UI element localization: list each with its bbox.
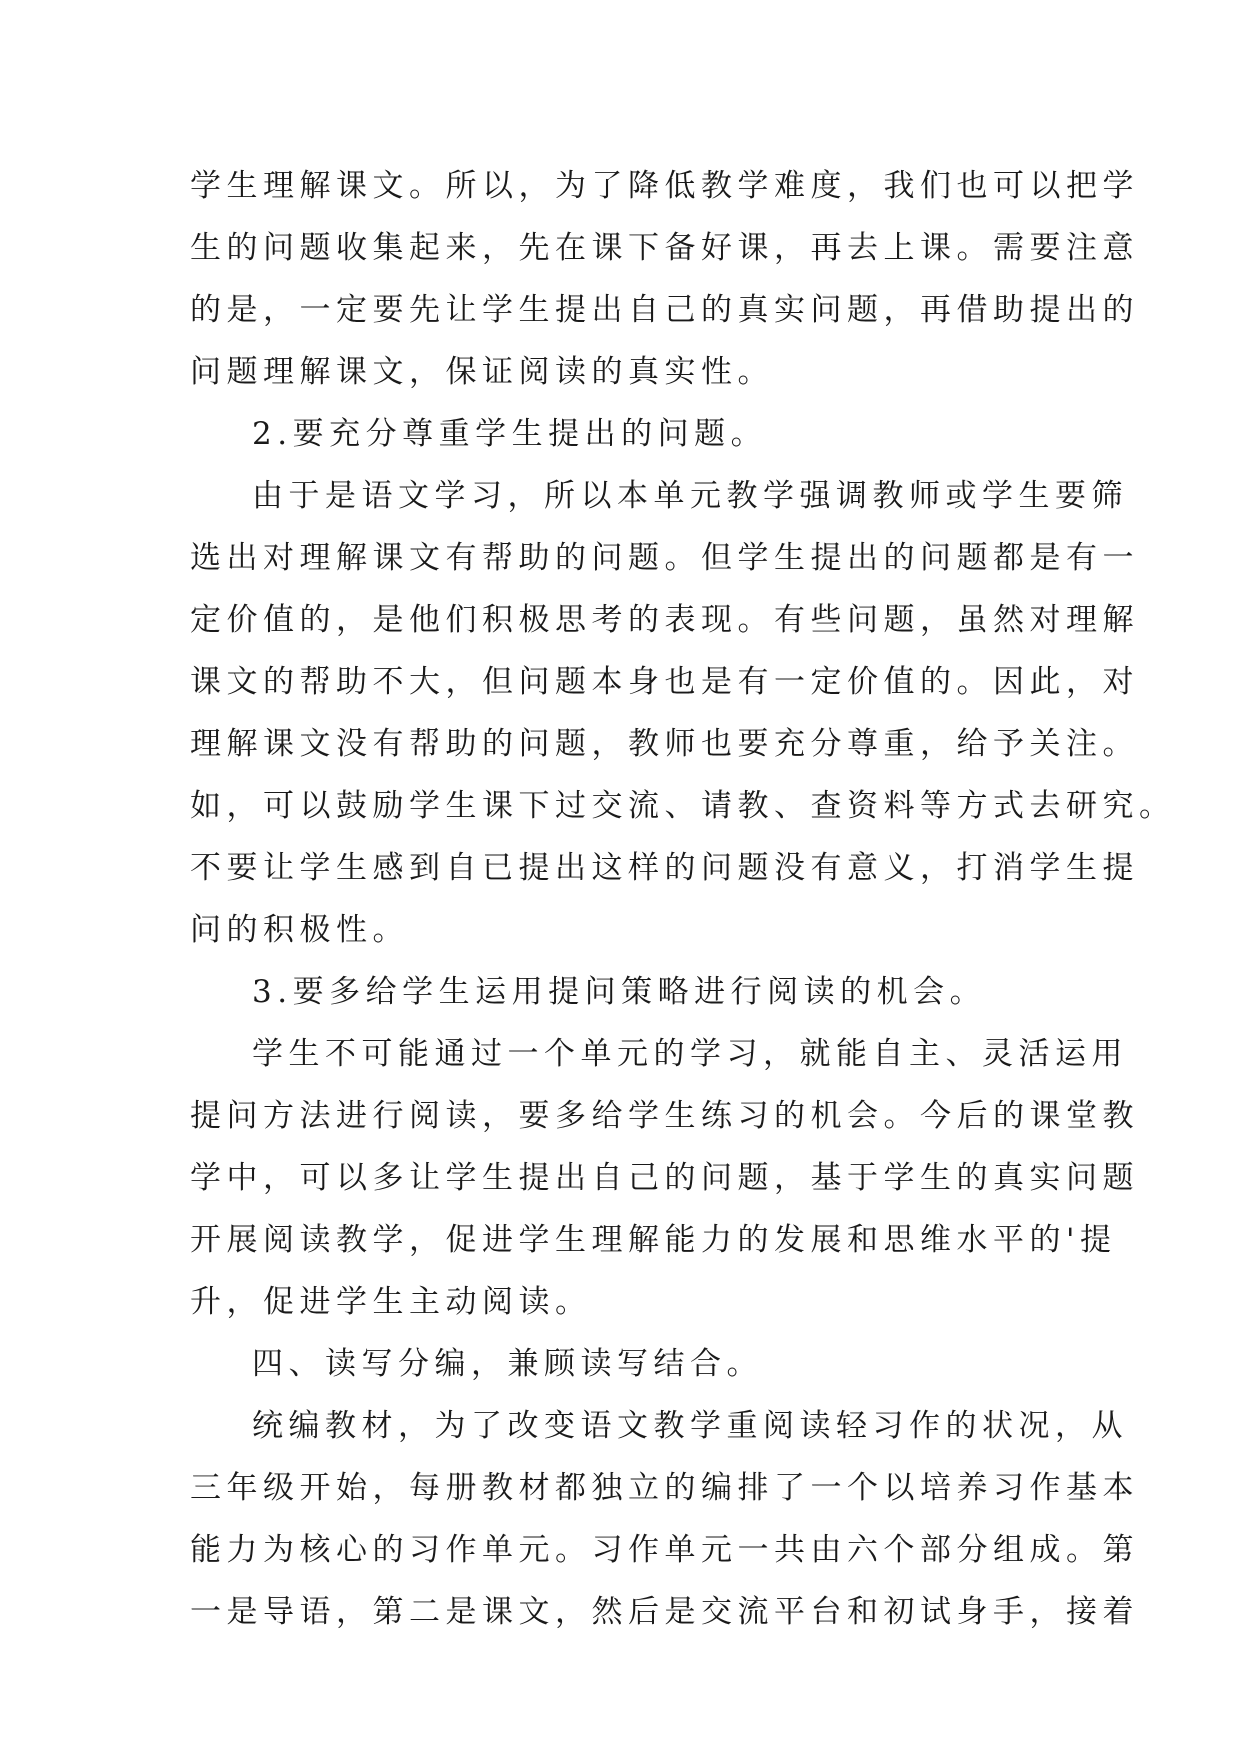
text-line: 理解课文没有帮助的问题，教师也要充分尊重，给予关注。 xyxy=(190,726,1139,762)
text-line: 生的问题收集起来，先在课下备好课，再去上课。需要注意 xyxy=(190,230,1139,266)
text-line: 提问方法进行阅读，要多给学生练习的机会。今后的课堂教 xyxy=(190,1098,1139,1134)
section-heading: 3.要多给学生运用提问策略进行阅读的机会。 xyxy=(252,974,987,1010)
section-heading: 2.要充分尊重学生提出的问题。 xyxy=(252,416,768,452)
text-line: 学生理解课文。所以，为了降低教学难度，我们也可以把学 xyxy=(190,168,1139,204)
text-line: 升，促进学生主动阅读。 xyxy=(190,1284,592,1320)
text-line: 课文的帮助不大，但问题本身也是有一定价值的。因此，对 xyxy=(190,664,1139,700)
text-line: 问题理解课文，保证阅读的真实性。 xyxy=(190,354,774,390)
text-line: 三年级开始，每册教材都独立的编排了一个以培养习作基本 xyxy=(190,1470,1139,1506)
text-line: 选出对理解课文有帮助的问题。但学生提出的问题都是有一 xyxy=(190,540,1139,576)
text-line: 一是导语，第二是课文，然后是交流平台和初试身手，接着 xyxy=(190,1594,1139,1630)
section-heading: 四、读写分编，兼顾读写结合。 xyxy=(252,1346,763,1382)
text-line: 不要让学生感到自已提出这样的问题没有意义，打消学生提 xyxy=(190,850,1139,886)
text-line: 如，可以鼓励学生课下过交流、请教、查资料等方式去研究。 xyxy=(190,788,1176,824)
body-text xyxy=(190,155,1176,1643)
text-line: 的是，一定要先让学生提出自己的真实问题，再借助提出的 xyxy=(190,292,1139,328)
text-line: 能力为核心的习作单元。习作单元一共由六个部分组成。第 xyxy=(190,1532,1139,1568)
paragraph-start: 学生不可能通过一个单元的学习，就能自主、灵活运用 xyxy=(252,1036,1128,1072)
text-line: 问的积极性。 xyxy=(190,912,409,948)
text-line: 开展阅读教学，促进学生理解能力的发展和思维水平的'提 xyxy=(190,1222,1117,1258)
text-line: 定价值的，是他们积极思考的表现。有些问题，虽然对理解 xyxy=(190,602,1139,638)
text-line: 学中，可以多让学生提出自己的问题，基于学生的真实问题 xyxy=(190,1160,1139,1196)
paragraph-start: 统编教材，为了改变语文教学重阅读轻习作的状况，从 xyxy=(252,1408,1128,1444)
paragraph-start: 由于是语文学习，所以本单元教学强调教师或学生要筛 xyxy=(252,478,1128,514)
